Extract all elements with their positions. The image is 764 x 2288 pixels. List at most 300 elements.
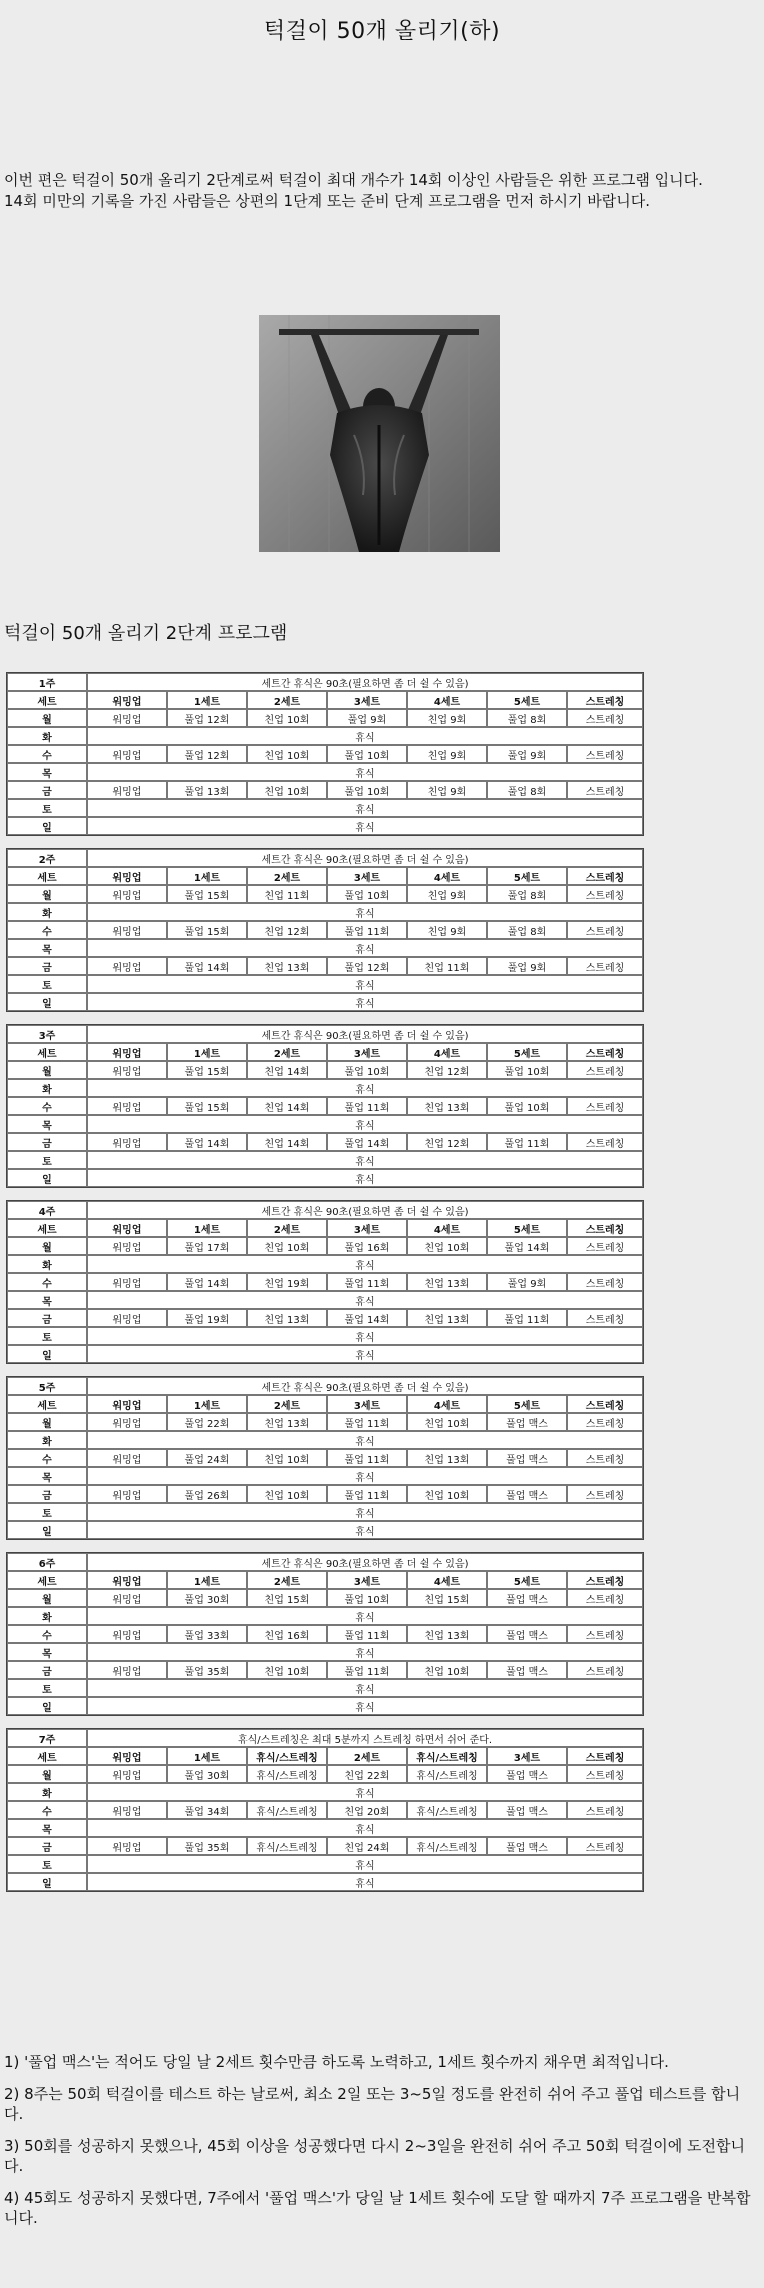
day-cell: 수 (7, 1625, 87, 1643)
exercise-cell: 친업 10회 (247, 745, 327, 763)
table-row (7, 1679, 643, 1697)
exercise-cell: 친업 20회 (327, 1801, 407, 1819)
exercise-cell: 친업 13회 (407, 1449, 487, 1467)
day-cell: 일 (7, 817, 87, 835)
week-table (6, 1728, 642, 1892)
exercise-cell: 풀업 14회 (487, 1237, 567, 1255)
exercise-cell: 친업 9회 (407, 781, 487, 799)
rest-cell: 휴식 (87, 993, 643, 1011)
day-cell: 목 (7, 763, 87, 781)
rest-cell: 휴식 (87, 1327, 643, 1345)
rest-cell: 휴식 (87, 1151, 643, 1169)
exercise-cell: 친업 14회 (247, 1061, 327, 1079)
exercise-cell: 스트레칭 (567, 1061, 643, 1079)
column-header: 세트 (7, 1395, 87, 1413)
table-row (7, 1837, 643, 1855)
exercise-cell: 풀업 맥스 (487, 1661, 567, 1679)
exercise-cell: 풀업 16회 (327, 1237, 407, 1255)
exercise-cell: 스트레칭 (567, 1413, 643, 1431)
column-header: 5세트 (487, 1219, 567, 1237)
intro-line: 14회 미만의 기록을 가진 사람들은 상편의 1단계 또는 준비 단계 프로그램을 먼저 하시기 바랍니다. (4, 192, 651, 210)
day-cell: 화 (7, 1607, 87, 1625)
table-row (7, 1855, 643, 1873)
exercise-cell: 풀업 11회 (487, 1309, 567, 1327)
exercise-cell: 친업 13회 (247, 1413, 327, 1431)
table-row (7, 1521, 643, 1539)
exercise-cell: 친업 24회 (327, 1837, 407, 1855)
exercise-cell: 워밍업 (87, 1061, 167, 1079)
exercise-cell: 풀업 9회 (327, 709, 407, 727)
table-row (7, 1133, 643, 1151)
table-row (7, 1873, 643, 1891)
rest-cell: 휴식 (87, 903, 643, 921)
table-row (7, 1079, 643, 1097)
column-header: 1세트 (167, 1747, 247, 1765)
table-row (7, 799, 643, 817)
column-header: 2세트 (247, 691, 327, 709)
day-cell: 토 (7, 1503, 87, 1521)
exercise-cell: 풀업 14회 (327, 1133, 407, 1151)
week-table (6, 1200, 642, 1364)
exercise-cell: 풀업 11회 (327, 1413, 407, 1431)
table-row (7, 1169, 643, 1187)
exercise-cell: 친업 15회 (247, 1589, 327, 1607)
rest-cell: 휴식 (87, 1873, 643, 1891)
exercise-cell: 풀업 8회 (487, 921, 567, 939)
exercise-cell: 친업 16회 (247, 1625, 327, 1643)
exercise-cell: 풀업 26회 (167, 1485, 247, 1503)
day-cell: 목 (7, 1115, 87, 1133)
exercise-cell: 풀업 맥스 (487, 1413, 567, 1431)
table-row (7, 1273, 643, 1291)
day-cell: 월 (7, 1061, 87, 1079)
exercise-cell: 친업 13회 (247, 957, 327, 975)
day-cell: 월 (7, 1765, 87, 1783)
exercise-cell: 친업 22회 (327, 1765, 407, 1783)
column-header: 스트레칭 (567, 1219, 643, 1237)
exercise-cell: 워밍업 (87, 1765, 167, 1783)
page-title: 턱걸이 50개 올리기(하) (263, 19, 501, 44)
column-header: 4세트 (407, 867, 487, 885)
exercise-cell: 친업 13회 (407, 1625, 487, 1643)
rest-cell: 휴식 (87, 1115, 643, 1133)
pullup-photo (259, 315, 500, 552)
table-row (7, 1237, 643, 1255)
day-cell: 수 (7, 1273, 87, 1291)
column-header: 4세트 (407, 1571, 487, 1589)
day-cell: 목 (7, 1291, 87, 1309)
rest-cell: 휴식 (87, 1697, 643, 1715)
week-note: 휴식/스트레칭은 최대 5분까지 스트레칭 하면서 쉬어 준다. (87, 1729, 643, 1747)
exercise-cell: 스트레칭 (567, 1133, 643, 1151)
day-cell: 토 (7, 975, 87, 993)
day-cell: 화 (7, 1431, 87, 1449)
exercise-cell: 스트레칭 (567, 1449, 643, 1467)
column-header: 3세트 (327, 1043, 407, 1061)
column-header: 스트레칭 (567, 1571, 643, 1589)
exercise-cell: 친업 10회 (247, 1237, 327, 1255)
column-header: 3세트 (327, 1571, 407, 1589)
exercise-cell: 친업 14회 (247, 1133, 327, 1151)
day-cell: 목 (7, 1467, 87, 1485)
exercise-cell: 스트레칭 (567, 1765, 643, 1783)
day-cell: 수 (7, 1801, 87, 1819)
column-header: 2세트 (247, 1043, 327, 1061)
exercise-cell: 친업 10회 (407, 1661, 487, 1679)
column-header: 2세트 (247, 1219, 327, 1237)
exercise-cell: 풀업 14회 (167, 957, 247, 975)
exercise-cell: 친업 19회 (247, 1273, 327, 1291)
exercise-cell: 풀업 8회 (487, 781, 567, 799)
exercise-cell: 워밍업 (87, 1589, 167, 1607)
exercise-cell: 워밍업 (87, 1309, 167, 1327)
column-header: 1세트 (167, 1219, 247, 1237)
rest-cell: 휴식 (87, 1467, 643, 1485)
exercise-cell: 풀업 11회 (327, 1661, 407, 1679)
week-table (6, 1376, 642, 1540)
day-cell: 월 (7, 885, 87, 903)
day-cell: 화 (7, 1255, 87, 1273)
exercise-cell: 워밍업 (87, 1801, 167, 1819)
exercise-cell: 풀업 맥스 (487, 1801, 567, 1819)
table-row (7, 1097, 643, 1115)
note-item: 4) 45회도 성공하지 못했다면, 7주에서 '풀업 맥스'가 당일 날 1세트 횟수에 도달 할 때까지 7주 프로그램을 반복합니다. (4, 2189, 751, 2227)
exercise-cell: 풀업 14회 (167, 1133, 247, 1151)
exercise-cell: 친업 10회 (407, 1237, 487, 1255)
exercise-cell: 친업 10회 (247, 1485, 327, 1503)
exercise-cell: 휴식/스트레칭 (247, 1837, 327, 1855)
exercise-cell: 풀업 11회 (327, 921, 407, 939)
day-cell: 금 (7, 1485, 87, 1503)
week-title-row (7, 1553, 643, 1571)
day-cell: 금 (7, 1837, 87, 1855)
exercise-cell: 풀업 10회 (327, 885, 407, 903)
table-row (7, 1291, 643, 1309)
exercise-cell: 스트레칭 (567, 781, 643, 799)
exercise-cell: 풀업 10회 (487, 1061, 567, 1079)
day-cell: 일 (7, 1169, 87, 1187)
exercise-cell: 친업 9회 (407, 745, 487, 763)
exercise-cell: 스트레칭 (567, 1801, 643, 1819)
exercise-cell: 풀업 10회 (487, 1097, 567, 1115)
table-row (7, 781, 643, 799)
table-row (7, 1643, 643, 1661)
week-label: 4주 (7, 1201, 87, 1219)
exercise-cell: 풀업 14회 (327, 1309, 407, 1327)
column-header: 세트 (7, 1043, 87, 1061)
column-header: 3세트 (327, 691, 407, 709)
table-row (7, 709, 643, 727)
rest-cell: 휴식 (87, 1255, 643, 1273)
table-row (7, 1589, 643, 1607)
column-header: 워밍업 (87, 1219, 167, 1237)
table-row (7, 957, 643, 975)
table-row (7, 1783, 643, 1801)
exercise-cell: 워밍업 (87, 1625, 167, 1643)
exercise-cell: 워밍업 (87, 1097, 167, 1115)
exercise-cell: 친업 13회 (407, 1309, 487, 1327)
rest-cell: 휴식 (87, 1819, 643, 1837)
exercise-cell: 워밍업 (87, 1837, 167, 1855)
table-row (7, 939, 643, 957)
exercise-cell: 풀업 11회 (327, 1097, 407, 1115)
exercise-cell: 워밍업 (87, 957, 167, 975)
table-row (7, 1625, 643, 1643)
day-cell: 금 (7, 1309, 87, 1327)
column-header: 스트레칭 (567, 1395, 643, 1413)
column-header: 4세트 (407, 1043, 487, 1061)
week-note: 세트간 휴식은 90초(필요하면 좀 더 쉴 수 있음) (87, 673, 643, 691)
column-header: 워밍업 (87, 1747, 167, 1765)
exercise-cell: 친업 15회 (407, 1589, 487, 1607)
table-row (7, 1819, 643, 1837)
day-cell: 화 (7, 1783, 87, 1801)
exercise-cell: 풀업 10회 (327, 745, 407, 763)
day-cell: 토 (7, 1855, 87, 1873)
exercise-cell: 풀업 9회 (487, 957, 567, 975)
exercise-cell: 워밍업 (87, 1237, 167, 1255)
exercise-cell: 워밍업 (87, 781, 167, 799)
column-header: 세트 (7, 1747, 87, 1765)
exercise-cell: 워밍업 (87, 1133, 167, 1151)
week-table (6, 848, 642, 1012)
rest-cell: 휴식 (87, 1079, 643, 1097)
exercise-cell: 풀업 11회 (487, 1133, 567, 1151)
exercise-cell: 친업 13회 (407, 1273, 487, 1291)
table-row (7, 763, 643, 781)
table-row (7, 1607, 643, 1625)
table-row (7, 975, 643, 993)
exercise-cell: 스트레칭 (567, 921, 643, 939)
day-cell: 목 (7, 1819, 87, 1837)
table-row (7, 1345, 643, 1363)
exercise-cell: 풀업 35회 (167, 1661, 247, 1679)
exercise-cell: 워밍업 (87, 745, 167, 763)
column-header: 4세트 (407, 1395, 487, 1413)
exercise-cell: 친업 11회 (247, 885, 327, 903)
day-cell: 금 (7, 957, 87, 975)
exercise-cell: 친업 10회 (407, 1413, 487, 1431)
exercise-cell: 풀업 8회 (487, 885, 567, 903)
exercise-cell: 스트레칭 (567, 1485, 643, 1503)
exercise-cell: 친업 9회 (407, 885, 487, 903)
exercise-cell: 친업 14회 (247, 1097, 327, 1115)
exercise-cell: 풀업 19회 (167, 1309, 247, 1327)
column-header: 워밍업 (87, 1571, 167, 1589)
column-header: 워밍업 (87, 1395, 167, 1413)
exercise-cell: 풀업 10회 (327, 1589, 407, 1607)
day-cell: 일 (7, 1345, 87, 1363)
exercise-cell: 풀업 맥스 (487, 1589, 567, 1607)
column-header: 2세트 (247, 1395, 327, 1413)
week-title-row (7, 1025, 643, 1043)
exercise-cell: 워밍업 (87, 1413, 167, 1431)
day-cell: 토 (7, 799, 87, 817)
table-row (7, 817, 643, 835)
rest-cell: 휴식 (87, 1431, 643, 1449)
table-row (7, 1255, 643, 1273)
exercise-cell: 풀업 15회 (167, 1097, 247, 1115)
column-header: 스트레칭 (567, 1747, 643, 1765)
week-label: 7주 (7, 1729, 87, 1747)
rest-cell: 휴식 (87, 939, 643, 957)
exercise-cell: 친업 13회 (247, 1309, 327, 1327)
day-cell: 금 (7, 1133, 87, 1151)
table-row (7, 903, 643, 921)
day-cell: 토 (7, 1327, 87, 1345)
table-row (7, 1697, 643, 1715)
exercise-cell: 풀업 9회 (487, 1273, 567, 1291)
exercise-cell: 풀업 33회 (167, 1625, 247, 1643)
exercise-cell: 스트레칭 (567, 709, 643, 727)
week-table (6, 672, 642, 836)
exercise-cell: 워밍업 (87, 921, 167, 939)
header-row (7, 1043, 643, 1061)
note-item: 2) 8주는 50회 턱걸이를 테스트 하는 날로써, 최소 2일 또는 3~5일 정도를 완전히 쉬어 주고 풀업 테스트를 합니다. (4, 2085, 741, 2123)
week-title-row (7, 1377, 643, 1395)
intro-line: 이번 편은 턱걸이 50개 올리기 2단계로써 턱걸이 최대 개수가 14회 이상인 사람들은 위한 프로그램 입니다. (4, 171, 703, 189)
table-row (7, 921, 643, 939)
rest-cell: 휴식 (87, 727, 643, 745)
week-label: 3주 (7, 1025, 87, 1043)
day-cell: 수 (7, 1097, 87, 1115)
table-row (7, 1327, 643, 1345)
rest-cell: 휴식 (87, 1169, 643, 1187)
rest-cell: 휴식 (87, 1345, 643, 1363)
week-title-row (7, 673, 643, 691)
exercise-cell: 친업 10회 (247, 1661, 327, 1679)
table-row (7, 993, 643, 1011)
notes (4, 2052, 758, 2240)
column-header: 2세트 (247, 867, 327, 885)
header-row (7, 691, 643, 709)
exercise-cell: 풀업 맥스 (487, 1485, 567, 1503)
table-row (7, 727, 643, 745)
exercise-cell: 휴식/스트레칭 (407, 1801, 487, 1819)
column-header: 스트레칭 (567, 691, 643, 709)
exercise-cell: 풀업 맥스 (487, 1837, 567, 1855)
exercise-cell: 스트레칭 (567, 957, 643, 975)
column-header: 1세트 (167, 1395, 247, 1413)
exercise-cell: 풀업 22회 (167, 1413, 247, 1431)
day-cell: 화 (7, 727, 87, 745)
exercise-cell: 친업 12회 (247, 921, 327, 939)
exercise-cell: 풀업 11회 (327, 1625, 407, 1643)
exercise-cell: 휴식/스트레칭 (407, 1837, 487, 1855)
exercise-cell: 워밍업 (87, 1661, 167, 1679)
exercise-cell: 스트레칭 (567, 1589, 643, 1607)
column-header: 5세트 (487, 1043, 567, 1061)
exercise-cell: 워밍업 (87, 1485, 167, 1503)
exercise-cell: 휴식/스트레칭 (247, 1765, 327, 1783)
rest-cell: 휴식 (87, 1521, 643, 1539)
exercise-cell: 풀업 12회 (327, 957, 407, 975)
exercise-cell: 풀업 24회 (167, 1449, 247, 1467)
table-row (7, 1503, 643, 1521)
exercise-cell: 친업 11회 (407, 957, 487, 975)
exercise-cell: 친업 13회 (407, 1097, 487, 1115)
exercise-cell: 풀업 15회 (167, 1061, 247, 1079)
column-header: 워밍업 (87, 691, 167, 709)
exercise-cell: 스트레칭 (567, 1661, 643, 1679)
week-label: 6주 (7, 1553, 87, 1571)
rest-cell: 휴식 (87, 1503, 643, 1521)
column-header: 5세트 (487, 867, 567, 885)
day-cell: 월 (7, 1589, 87, 1607)
column-header: 1세트 (167, 867, 247, 885)
exercise-cell: 친업 10회 (407, 1485, 487, 1503)
day-cell: 일 (7, 1697, 87, 1715)
column-header: 5세트 (487, 1395, 567, 1413)
day-cell: 월 (7, 1413, 87, 1431)
exercise-cell: 친업 10회 (247, 781, 327, 799)
table-row (7, 1309, 643, 1327)
exercise-cell: 풀업 35회 (167, 1837, 247, 1855)
rest-cell: 휴식 (87, 975, 643, 993)
column-header: 세트 (7, 1219, 87, 1237)
exercise-cell: 풀업 12회 (167, 745, 247, 763)
exercise-cell: 풀업 맥스 (487, 1449, 567, 1467)
column-header: 5세트 (487, 1571, 567, 1589)
table-row (7, 1449, 643, 1467)
exercise-cell: 풀업 14회 (167, 1273, 247, 1291)
rest-cell: 휴식 (87, 817, 643, 835)
rest-cell: 휴식 (87, 799, 643, 817)
table-row (7, 1485, 643, 1503)
exercise-cell: 풀업 9회 (487, 745, 567, 763)
column-header: 1세트 (167, 1043, 247, 1061)
exercise-cell: 친업 10회 (247, 1449, 327, 1467)
rest-cell: 휴식 (87, 1783, 643, 1801)
column-header: 워밍업 (87, 867, 167, 885)
exercise-cell: 친업 12회 (407, 1061, 487, 1079)
column-header: 스트레칭 (567, 1043, 643, 1061)
program-tables (6, 672, 642, 1904)
exercise-cell: 친업 9회 (407, 709, 487, 727)
exercise-cell: 풀업 34회 (167, 1801, 247, 1819)
week-note: 세트간 휴식은 90초(필요하면 좀 더 쉴 수 있음) (87, 849, 643, 867)
exercise-cell: 풀업 8회 (487, 709, 567, 727)
exercise-cell: 풀업 17회 (167, 1237, 247, 1255)
exercise-cell: 워밍업 (87, 1273, 167, 1291)
header-row (7, 1747, 643, 1765)
column-header: 2세트 (247, 1571, 327, 1589)
day-cell: 일 (7, 993, 87, 1011)
rest-cell: 휴식 (87, 1607, 643, 1625)
exercise-cell: 친업 12회 (407, 1133, 487, 1151)
header-row (7, 1395, 643, 1413)
column-header: 3세트 (327, 1219, 407, 1237)
column-header: 세트 (7, 867, 87, 885)
exercise-cell: 풀업 30회 (167, 1765, 247, 1783)
week-label: 1주 (7, 673, 87, 691)
column-header: 3세트 (327, 1395, 407, 1413)
exercise-cell: 풀업 10회 (327, 781, 407, 799)
exercise-cell: 스트레칭 (567, 1273, 643, 1291)
day-cell: 수 (7, 1449, 87, 1467)
intro-text (4, 170, 754, 212)
day-cell: 금 (7, 1661, 87, 1679)
day-cell: 일 (7, 1521, 87, 1539)
column-header: 1세트 (167, 1571, 247, 1589)
week-label: 2주 (7, 849, 87, 867)
exercise-cell: 친업 9회 (407, 921, 487, 939)
week-note: 세트간 휴식은 90초(필요하면 좀 더 쉴 수 있음) (87, 1201, 643, 1219)
column-header: 5세트 (487, 691, 567, 709)
week-title-row (7, 1201, 643, 1219)
table-row (7, 1801, 643, 1819)
exercise-cell: 워밍업 (87, 885, 167, 903)
